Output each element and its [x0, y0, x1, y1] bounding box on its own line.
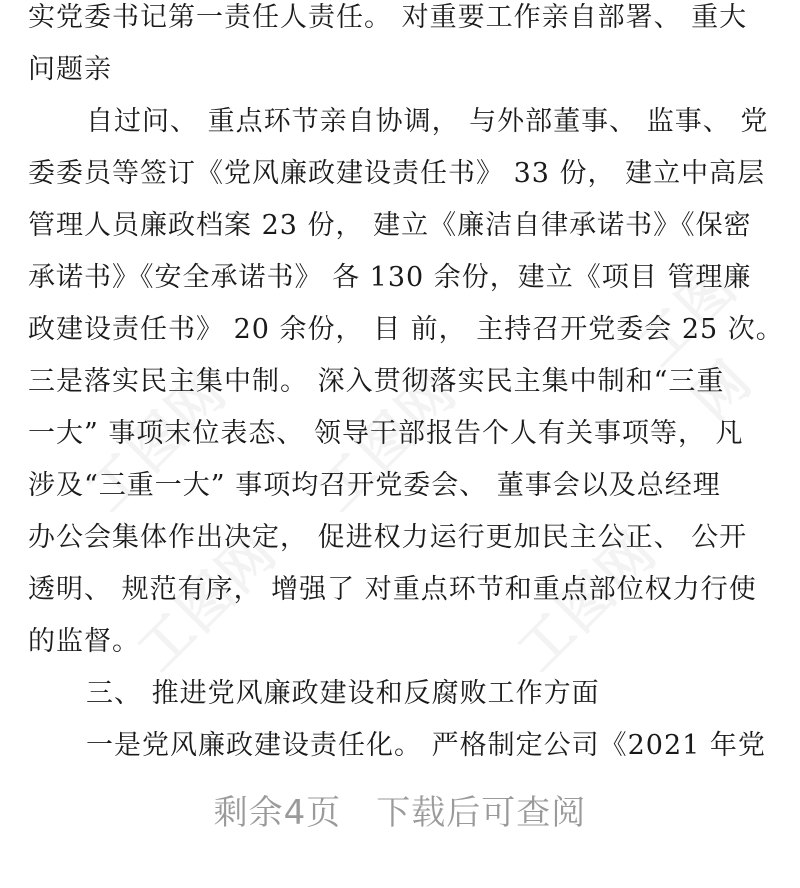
body-text-line: 的监督。 [28, 626, 140, 657]
body-text-line: 一是党风廉政建设责任化。 严格制定公司《2021 年党 [86, 730, 766, 761]
body-text-line: 委委员等签订《党风廉政建设责任书》 33 份， 建立中高层 [28, 158, 766, 189]
body-text-line: 三是落实民主集中制。 深入贯彻落实民主集中制和“三重 [28, 366, 725, 397]
body-text-line: 问题亲 [28, 54, 112, 85]
body-text-line: 透明、 规范有序， 增强了 对重点环节和重点部位权力行使 [28, 574, 757, 605]
body-text-line: 办公会集体作出决定， 促进权力运行更加民主公正、 公开 [28, 522, 748, 553]
watermark: 工图网 [305, 359, 469, 523]
section-heading: 三、 推进党风廉政建设和反腐败工作方面 [86, 678, 600, 709]
body-text-line: 自过问、 重点环节亲自协调， 与外部董事、 监事、 党 [86, 106, 769, 137]
download-remaining-pages-link[interactable]: 剩余4页 下载后可查阅 [213, 793, 587, 833]
body-text-line: 实党委书记第一责任人责任。 对重要工作亲自部署、 重大 [28, 2, 748, 33]
body-text-line: 涉及“三重一大” 事项均召开党委会、 董事会以及总经理 [28, 470, 721, 501]
watermark: 工图网 [75, 359, 239, 523]
watermark: 工图网 [625, 254, 764, 433]
body-text-line: 一大” 事项末位表态、 领导干部报告个人有关事项等， 凡 [28, 418, 744, 449]
watermark: 工图网 [505, 519, 669, 683]
body-text-line: 政建设责任书》 20 余份， 目 前， 主持召开党委会 25 次。 [28, 314, 784, 345]
body-text-line: 承诺书》《安全承诺书》 各 130 余份，建立《项目 管理廉 [28, 262, 752, 293]
body-text-line: 管理人员廉政档案 23 份， 建立《廉洁自律承诺书》《保密 [28, 210, 752, 241]
watermark: 工图网 [125, 519, 289, 683]
